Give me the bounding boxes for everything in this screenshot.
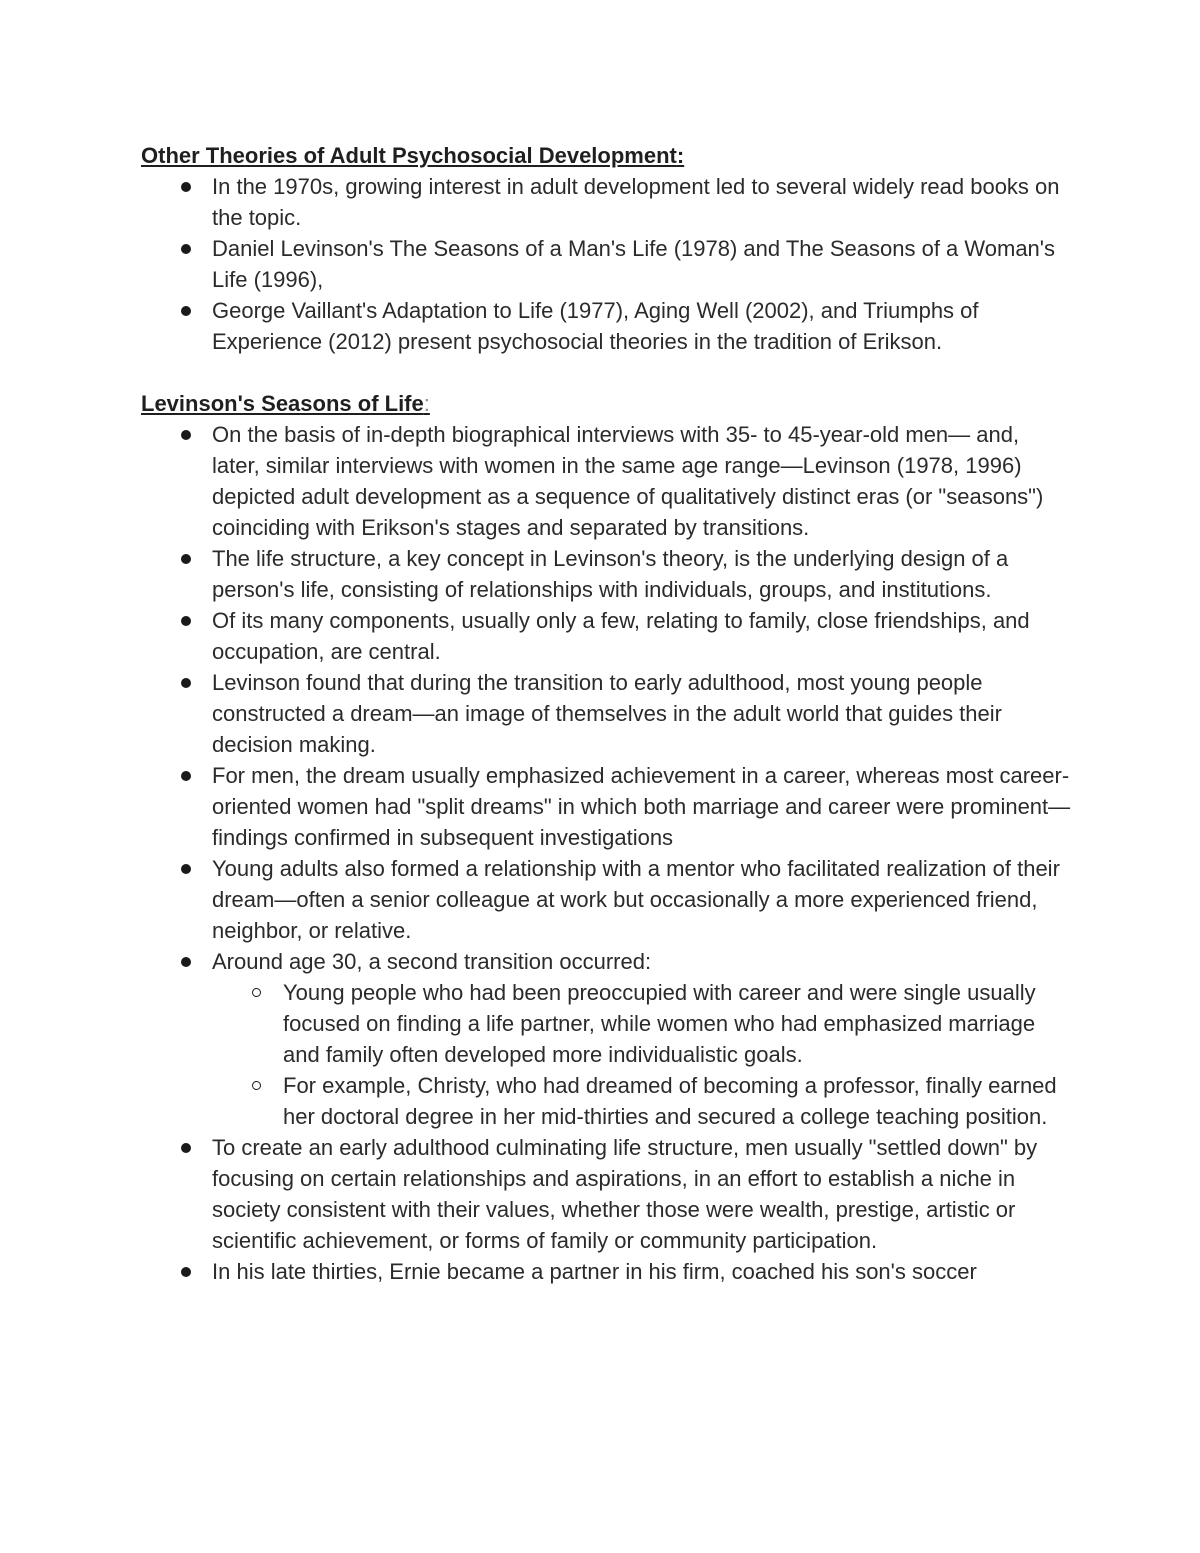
list-item [141, 667, 1071, 760]
list-item [141, 1132, 1071, 1256]
document-body [141, 140, 1071, 1287]
bullet-dot-icon [181, 678, 191, 688]
section-heading-suffix: : [676, 143, 685, 168]
hollow-bullet-icon [252, 988, 261, 997]
hollow-bullet-icon [252, 1081, 261, 1090]
list-item [141, 760, 1071, 853]
list-item-text: Of its many components, usually only a few, relating to family, close friendships, and occupation, are central. [212, 608, 1030, 664]
list-item-text: The life structure, a key concept in Levinson's theory, is the underlying design of a person's life, consisting of relationships with individuals, groups, and institutions. [212, 546, 1009, 602]
list-item [141, 233, 1071, 295]
bullet-list [141, 171, 1071, 357]
section-spacer [141, 357, 1071, 388]
list-item [141, 946, 1071, 1132]
list-item-text: For men, the dream usually emphasized achievement in a career, whereas most career-oriented women had "split dreams" in which both marriage and career were prominent—findings confirmed in subsequent investigations [212, 763, 1071, 850]
list-item-text: Daniel Levinson's The Seasons of a Man's Life (1978) and The Seasons of a Woman's Life (1996), [212, 236, 1055, 292]
bullet-dot-icon [181, 430, 191, 440]
section-heading-suffix: : [423, 391, 430, 416]
section-heading-text: Levinson's Seasons of Life [141, 391, 424, 416]
bullet-dot-icon [181, 1267, 191, 1277]
sub-list-item [212, 1070, 1071, 1132]
list-item [141, 1256, 1071, 1287]
list-item-text: Young adults also formed a relationship with a mentor who facilitated realization of their dream—often a senior colleague at work but occasionally a more experienced friend, neighbor, or relative. [212, 856, 1060, 943]
section-heading-levinson [141, 388, 1071, 419]
sub-bullet-list [212, 977, 1071, 1132]
bullet-dot-icon [181, 182, 191, 192]
section-heading-text: Other Theories of Adult Psychosocial Development [141, 143, 677, 168]
list-item [141, 543, 1071, 605]
list-item-text: In the 1970s, growing interest in adult development led to several widely read books on the topic. [212, 174, 1060, 230]
bullet-dot-icon [181, 616, 191, 626]
section-heading-other-theories [141, 140, 1071, 171]
list-item [141, 295, 1071, 357]
sub-list-item [212, 977, 1071, 1070]
bullet-dot-icon [181, 957, 191, 967]
sub-list-item-text: For example, Christy, who had dreamed of becoming a professor, finally earned her doctoral degree in her mid-thirties and secured a college teaching position. [283, 1073, 1057, 1129]
list-item [141, 853, 1071, 946]
bullet-dot-icon [181, 306, 191, 316]
bullet-dot-icon [181, 771, 191, 781]
list-item-text: On the basis of in-depth biographical interviews with 35- to 45-year-old men— and, later, similar interviews with women in the same age range—Levinson (1978, 1996) depicted adult development as a sequence of qualitatively distinct eras (or "seasons") coinciding with Erikson's stages and separated by transitions. [212, 422, 1044, 540]
list-item [141, 419, 1071, 543]
list-item-text: George Vaillant's Adaptation to Life (1977), Aging Well (2002), and Triumphs of Experience (2012) present psychosocial theories in the tradition of Erikson. [212, 298, 979, 354]
list-item-text: In his late thirties, Ernie became a partner in his firm, coached his son's soccer [212, 1259, 977, 1284]
bullet-list [141, 419, 1071, 1287]
list-item [141, 605, 1071, 667]
bullet-dot-icon [181, 554, 191, 564]
bullet-dot-icon [181, 1143, 191, 1153]
list-item [141, 171, 1071, 233]
list-item-text: To create an early adulthood culminating life structure, men usually "settled down" by focusing on certain relationships and aspirations, in an effort to establish a niche in society consistent with their values, whether those were wealth, prestige, artistic or scientific achievement, or forms of family or community participation. [212, 1135, 1038, 1253]
list-item-text: Around age 30, a second transition occurred: [212, 949, 652, 974]
sub-list-item-text: Young people who had been preoccupied with career and were single usually focused on finding a life partner, while women who had emphasized marriage and family often developed more individualistic goals. [283, 980, 1036, 1067]
bullet-dot-icon [181, 244, 191, 254]
bullet-dot-icon [181, 864, 191, 874]
list-item-text: Levinson found that during the transition to early adulthood, most young people constructed a dream—an image of themselves in the adult world that guides their decision making. [212, 670, 1002, 757]
